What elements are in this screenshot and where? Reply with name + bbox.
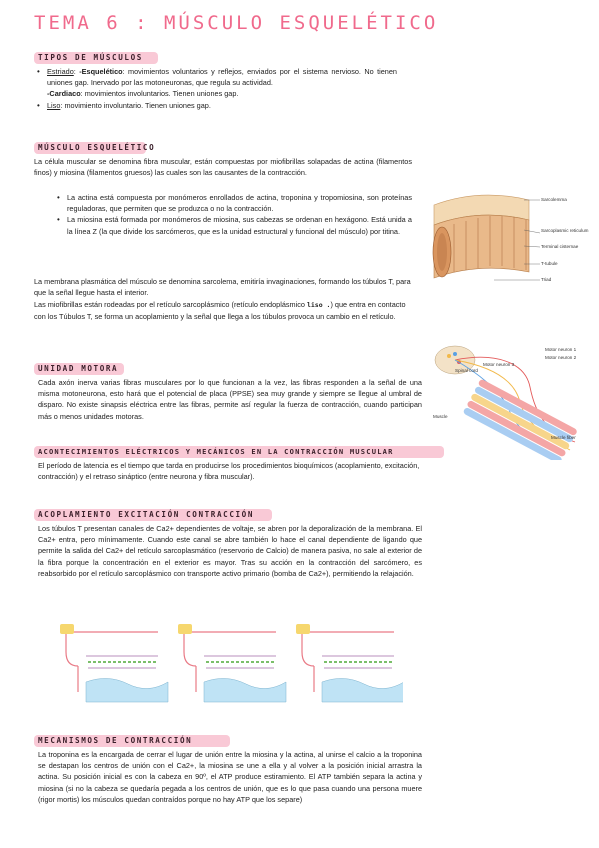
figure-label: Triad (541, 277, 552, 282)
musculo-intro: La célula muscular se denomina fibra muscular, están compuestas por miofibrillas solapadas de actina (filamentos finos) y miosina (filamentos gruesos) las cuales son las causantes de la contracción. (34, 157, 412, 178)
tipos-list (47, 66, 397, 111)
coupling-figure (58, 622, 403, 706)
figure-label: Sarcoplasmic reticulum (541, 228, 589, 233)
figure-label: Muscle (433, 414, 448, 419)
section-heading-acoplamiento: ACOPLAMIENTO EXCITACIÓN CONTRACCIÓN (38, 510, 255, 519)
figure-label: Muscle fiber (551, 435, 576, 440)
motor-unit-figure (425, 342, 595, 460)
figure-label: Sarcolemma (541, 197, 567, 202)
list-item: • Estriado: -Esquelético: movimientos voluntarios y reflejos, enviados por el sistema nervioso. No tienen uniones gap. Inervado por las motoneuronas, que regula su actividad. -Cardiaco: movimientos involuntarios. Tienen uniones gap. (47, 66, 397, 100)
musculo-paragraph-2: La membrana plasmática del músculo se denomina sarcolema, emitiría invaginaciones, formando los túbulos T, para que la señal llegue hasta el interior. (34, 277, 411, 298)
section-heading-acontecimientos: ACONTECIMIENTOS ELÉCTRICOS Y MECÁNICOS EN LA CONTRACCIÓN MUSCULAR (38, 447, 394, 456)
list-item: • Liso: movimiento involuntario. Tienen uniones gap. (47, 100, 397, 111)
acontecimientos-text: El período de latencia es el tiempo que tarda en producirse los procedimientos bioquímicos (acoplamiento, excitación, contracción) y el retraso sináptico (entre neurona y fibra muscular). (38, 461, 420, 482)
section-heading-unidad: UNIDAD MOTORA (38, 364, 119, 373)
mecanismos-text: La troponina es la encargada de cerrar el lugar de unión entre la miosina y la actina, al unirse el calcio a la troponina se destapan los centros de unión con el Ca2+, la miosina se une a ella y al volver a la posición inicial arrastra la actina. Su posición inicial es con la cabeza en 90º, el ATP produce estiramiento. El ATP también separa la actina y miosina (si no la cabeza se quedaría pegada a los centros de unión, que es lo que pasa cuando una persona muere (rigor mortis) los músculos quedan contraídos porque no hay ATP que los separe) (38, 750, 422, 804)
page-title: TEMA 6 : MÚSCULO ESQUELÉTICO (34, 12, 439, 34)
list-item: • La actina está compuesta por monómeros enrollados de actina, troponina y tropomiosina, son proteínas reguladoras, que permiten que se produzca o no la contracción. (67, 192, 412, 214)
section-heading-mecanismos: MECANISMOS DE CONTRACCIÓN (38, 736, 193, 745)
list-item: • La miosina está formada por monómeros de miosina, sus cabezas se ordenan en hexágono. Está unida a la línea Z (la que divide los sarcómeros, que es la unidad estructural y funcional del músculo) por titina. (67, 214, 412, 236)
section-heading-tipos: TIPOS DE MÚSCULOS (38, 53, 143, 62)
section-heading-musculo: MÚSCULO ESQUELÉTICO (38, 143, 156, 152)
figure-label: Terminal cisternae (541, 244, 579, 249)
acoplamiento-text: Los túbulos T presentan canales de Ca2+ dependientes de voltaje, se abren por la deporalización de la membrana. El Ca2+ entra, pero mínimamente. Cuando este canal se abre también lo hace el canal dependiente de ligando que permite la salida del Ca2+ del retículo sarcoplasmático (reservorio de Calcio) de manera pasiva, no sale al exterior de la fibra porque la concentración en el exterior es mayor. Tras su acción en la contracción del sarcómero, es reabsorbido por el retículo sarcoplásmico con transporte activo primario (bomba de Ca2+), permitiendo la relajación. (38, 524, 422, 578)
unidad-text: Cada axón inerva varias fibras musculares por lo que funcionan a la vez, las fibras responden a la señal de una misma motoneurona, esto hará que el potencial de placa (PPSE) sea muy grande y siempre se llegue al umbral de disparo. No existe sinapsis eléctrica entre las fibras, permite así regular la fuerza de contracción, cuando participan más o menos unidades motoras. (38, 378, 422, 421)
muscle-fiber-figure (424, 180, 594, 290)
figure-label: T-tubule (541, 261, 558, 266)
figure-label: Motor neuron 3 (483, 362, 515, 367)
musculo-bullets (67, 192, 412, 237)
musculo-paragraph-3: Las miofibrillas están rodeadas por el retículo sarcoplásmico (retículo endoplásmico liso .) que entra en contacto con los Túbulos T, se forma un acoplamiento y la señal que llega a los túbulos provoca un cambio en el retículo. (34, 300, 406, 322)
figure-label: Spinal cord (455, 368, 478, 373)
figure-label: Motor neuron 2 (545, 355, 577, 360)
figure-label: Motor neuron 1 (545, 347, 577, 352)
